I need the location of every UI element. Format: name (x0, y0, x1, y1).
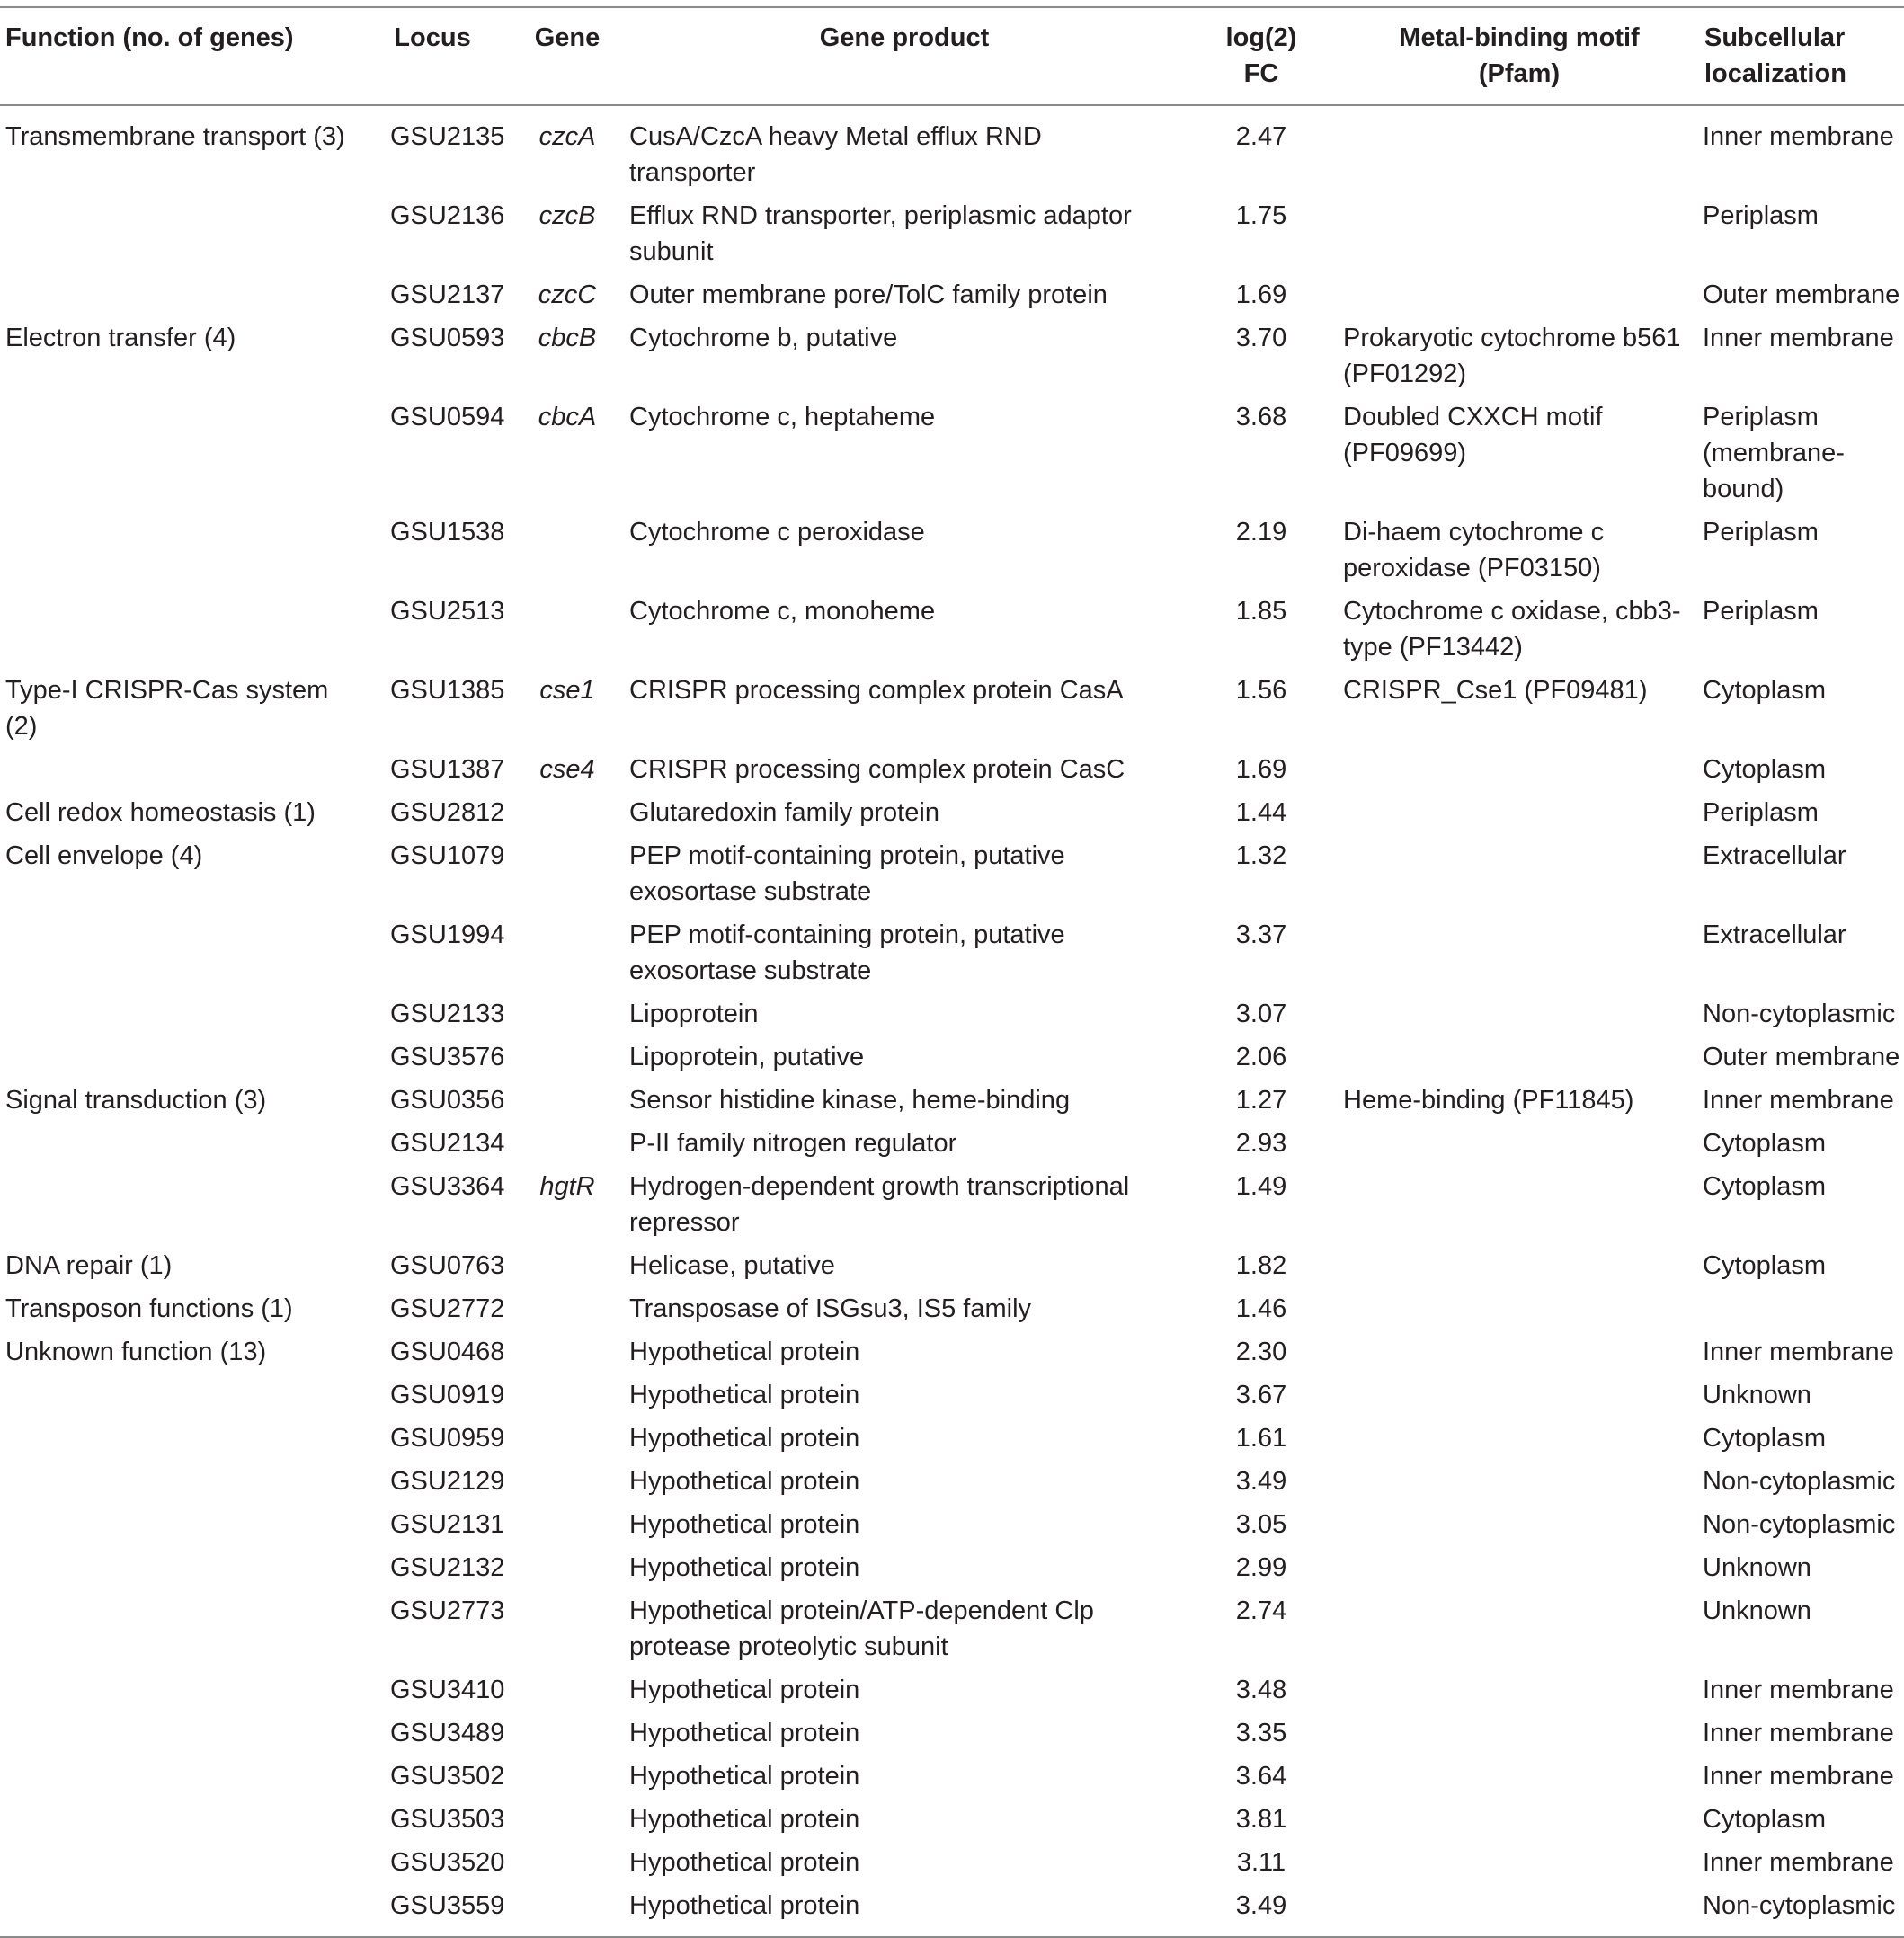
function-cell: Unknown function (13) (5, 1338, 267, 1366)
gene-cell (509, 1798, 626, 1841)
gene-cell (509, 834, 626, 913)
function-cell (0, 1884, 356, 1927)
locus-cell: GSU2812 (390, 798, 505, 827)
function-cell (0, 273, 356, 316)
metal-binding-motif-cell (1339, 1165, 1699, 1244)
table-row (0, 1503, 1904, 1546)
gene-product-cell: Helicase, putative (629, 1251, 835, 1280)
locus-cell: GSU0468 (390, 1338, 505, 1366)
table-row (0, 590, 1904, 669)
fold-change-cell: 2.74 (1235, 1596, 1287, 1625)
table-row (0, 1036, 1904, 1079)
header-fold-change-line1: log(2) (1225, 23, 1297, 52)
locus-cell: GSU0919 (390, 1381, 505, 1409)
gene-product-cell: Hypothetical protein (629, 1805, 860, 1834)
table-container (0, 6, 1904, 1938)
fold-change-cell: 3.64 (1235, 1762, 1287, 1791)
function-cell: Cell redox homeostasis (1) (5, 798, 316, 827)
header-localization-line2: localization (1704, 59, 1846, 88)
locus-cell: GSU2136 (390, 201, 505, 230)
fold-change-cell: 1.46 (1235, 1294, 1287, 1323)
localization-cell: Inner membrane (1703, 1848, 1894, 1877)
metal-binding-motif-cell (1339, 913, 1699, 992)
localization-cell: Unknown (1703, 1596, 1811, 1625)
table-row (0, 1330, 1904, 1373)
header-gene-product: Gene product (819, 23, 990, 52)
table-header (0, 7, 1904, 105)
gene-product-cell: Hydrogen-dependent growth transcriptional repressor (629, 1172, 1130, 1237)
gene-product-cell: Hypothetical protein/ATP-dependent Clp protease proteolytic subunit (629, 1596, 1094, 1661)
gene-cell (509, 1330, 626, 1373)
localization-cell: Non-cytoplasmic (1703, 1000, 1896, 1028)
gene-cell (509, 913, 626, 992)
gene-table (0, 6, 1904, 1938)
function-cell (0, 1668, 356, 1711)
function-cell (0, 194, 356, 273)
localization-cell: Unknown (1703, 1381, 1811, 1409)
gene-cell (509, 1122, 626, 1165)
localization-cell: Non-cytoplasmic (1703, 1891, 1896, 1920)
localization-cell: Inner membrane (1703, 324, 1894, 352)
metal-binding-motif-cell (1339, 115, 1699, 194)
table-row (0, 1287, 1904, 1330)
function-cell (0, 1417, 356, 1460)
table-row (0, 913, 1904, 992)
gene-cell (509, 1373, 626, 1417)
localization-cell: Outer membrane (1703, 280, 1900, 309)
gene-product-cell: Hypothetical protein (629, 1848, 860, 1877)
metal-binding-motif-cell (1339, 1755, 1699, 1798)
header-locus: Locus (394, 23, 471, 52)
function-cell (0, 590, 356, 669)
gene-product-cell: Hypothetical protein (629, 1762, 860, 1791)
gene-cell (509, 1546, 626, 1589)
locus-cell: GSU3576 (390, 1043, 505, 1071)
gene-product-cell: Hypothetical protein (629, 1553, 860, 1582)
metal-binding-motif-cell (1339, 748, 1699, 791)
header-function: Function (no. of genes) (5, 23, 294, 52)
metal-binding-motif-cell (1339, 1122, 1699, 1165)
gene-cell (509, 1244, 626, 1287)
gene-product-cell: PEP motif-containing protein, putative exosortase substrate (629, 841, 1065, 906)
gene-cell (509, 1503, 626, 1546)
metal-binding-motif-cell (1339, 273, 1699, 316)
gene-product-cell: CusA/CzcA heavy Metal efflux RND transporter (629, 122, 1042, 187)
function-cell (0, 1589, 356, 1668)
spacer-cell (0, 1927, 1904, 1937)
header-fold-change-line2: FC (1243, 59, 1279, 88)
gene-cell (509, 590, 626, 669)
metal-binding-motif-cell (1339, 1036, 1699, 1079)
table-row (0, 396, 1904, 511)
table-row (0, 1244, 1904, 1287)
locus-cell: GSU1387 (390, 755, 505, 784)
header-metal-binding-motif (1339, 7, 1699, 105)
gene-cell (509, 1755, 626, 1798)
localization-cell: Periplasm (1703, 597, 1819, 626)
header-motif-line1: Metal-binding motif (1399, 23, 1640, 52)
fold-change-cell: 1.75 (1235, 201, 1287, 230)
locus-cell: GSU2513 (390, 597, 505, 626)
function-cell (0, 992, 356, 1036)
table-row (0, 194, 1904, 273)
function-cell (0, 1165, 356, 1244)
locus-cell: GSU0593 (390, 324, 505, 352)
gene-product-cell: Cytochrome c, heptaheme (629, 403, 936, 431)
locus-cell: GSU2772 (390, 1294, 505, 1323)
metal-binding-motif-cell (1339, 1287, 1699, 1330)
gene-product-cell: Lipoprotein, putative (629, 1043, 865, 1071)
locus-cell: GSU0356 (390, 1086, 505, 1115)
table-row (0, 1460, 1904, 1503)
gene-cell (509, 1079, 626, 1122)
localization-cell: Cytoplasm (1703, 1251, 1826, 1280)
fold-change-cell: 2.93 (1235, 1129, 1287, 1158)
localization-cell: Cytoplasm (1703, 755, 1826, 784)
table-row (0, 1122, 1904, 1165)
fold-change-cell: 2.47 (1235, 122, 1287, 151)
function-cell (0, 1503, 356, 1546)
metal-binding-motif-cell (1339, 1884, 1699, 1927)
function-cell (0, 913, 356, 992)
locus-cell: GSU2137 (390, 280, 505, 309)
metal-binding-motif-cell: CRISPR_Cse1 (PF09481) (1343, 676, 1648, 705)
locus-cell: GSU1994 (390, 920, 505, 949)
gene-product-cell: Hypothetical protein (629, 1676, 860, 1704)
fold-change-cell: 1.49 (1235, 1172, 1287, 1201)
fold-change-cell: 2.06 (1235, 1043, 1287, 1071)
gene-product-cell: Hypothetical protein (629, 1424, 860, 1453)
function-cell: Transposon functions (1) (5, 1294, 293, 1323)
locus-cell: GSU3364 (390, 1172, 505, 1201)
function-cell (0, 1798, 356, 1841)
function-cell: Transmembrane transport (3) (5, 122, 345, 151)
metal-binding-motif-cell (1339, 1546, 1699, 1589)
gene-product-cell: Sensor histidine kinase, heme-binding (629, 1086, 1071, 1115)
fold-change-cell: 1.27 (1235, 1086, 1287, 1115)
fold-change-cell: 1.32 (1235, 841, 1287, 870)
function-cell (0, 1841, 356, 1884)
locus-cell: GSU3489 (390, 1719, 505, 1747)
locus-cell: GSU1538 (390, 518, 505, 547)
gene-cell: czcB (538, 201, 596, 230)
gene-product-cell: Hypothetical protein (629, 1381, 860, 1409)
metal-binding-motif-cell (1339, 1373, 1699, 1417)
gene-cell (509, 791, 626, 834)
gene-cell (509, 511, 626, 590)
table-row (0, 273, 1904, 316)
function-cell (0, 1122, 356, 1165)
gene-product-cell: Glutaredoxin family protein (629, 798, 939, 827)
metal-binding-motif-cell (1339, 1711, 1699, 1755)
function-cell: Electron transfer (4) (5, 324, 236, 352)
localization-cell: Inner membrane (1703, 1338, 1894, 1366)
gene-product-cell: Cytochrome b, putative (629, 324, 898, 352)
localization-cell: Cytoplasm (1703, 1172, 1826, 1201)
function-cell (0, 1546, 356, 1589)
header-localization-line1: Subcellular (1704, 23, 1846, 52)
table-row (0, 1079, 1904, 1122)
gene-product-cell: Efflux RND transporter, periplasmic adaptor subunit (629, 201, 1132, 266)
function-cell (0, 748, 356, 791)
localization-cell: Periplasm (membrane-bound) (1703, 403, 1845, 503)
locus-cell: GSU2773 (390, 1596, 505, 1625)
gene-cell (509, 1417, 626, 1460)
locus-cell: GSU3410 (390, 1676, 505, 1704)
locus-cell: GSU3520 (390, 1848, 505, 1877)
localization-cell: Cytoplasm (1703, 676, 1826, 705)
gene-product-cell: Hypothetical protein (629, 1467, 860, 1496)
localization-cell: Non-cytoplasmic (1703, 1510, 1896, 1539)
locus-cell: GSU2132 (390, 1553, 505, 1582)
spacer-row (0, 105, 1904, 115)
metal-binding-motif-cell (1339, 1668, 1699, 1711)
gene-product-cell: Cytochrome c peroxidase (629, 518, 925, 547)
table-row (0, 1711, 1904, 1755)
spacer-row (0, 1927, 1904, 1937)
table-row (0, 791, 1904, 834)
gene-cell (509, 1287, 626, 1330)
locus-cell: GSU0959 (390, 1424, 505, 1453)
function-cell: Type-I CRISPR-Cas system (2) (5, 676, 329, 741)
gene-cell (509, 992, 626, 1036)
localization-cell: Cytoplasm (1703, 1805, 1826, 1834)
table-row (0, 1841, 1904, 1884)
header-gene: Gene (534, 23, 601, 52)
metal-binding-motif-cell: Heme-binding (PF11845) (1343, 1086, 1634, 1115)
locus-cell: GSU2131 (390, 1510, 505, 1539)
metal-binding-motif-cell: Doubled CXXCH motif (PF09699) (1343, 403, 1603, 467)
fold-change-cell: 3.48 (1235, 1676, 1287, 1704)
locus-cell: GSU2129 (390, 1467, 505, 1496)
fold-change-cell: 2.19 (1235, 518, 1287, 547)
function-cell (0, 1460, 356, 1503)
localization-cell: Inner membrane (1703, 1086, 1894, 1115)
gene-cell: hgtR (539, 1172, 595, 1201)
table-row (0, 115, 1904, 194)
fold-change-cell: 3.05 (1235, 1510, 1287, 1539)
fold-change-cell: 2.30 (1235, 1338, 1287, 1366)
locus-cell: GSU3559 (390, 1891, 505, 1920)
localization-cell: Outer membrane (1703, 1043, 1900, 1071)
locus-cell: GSU0594 (390, 403, 505, 431)
fold-change-cell: 1.69 (1235, 755, 1287, 784)
locus-cell: GSU3503 (390, 1805, 505, 1834)
table-row (0, 669, 1904, 748)
metal-binding-motif-cell (1339, 1841, 1699, 1884)
gene-cell (509, 1589, 626, 1668)
metal-binding-motif-cell: Prokaryotic cytochrome b561 (PF01292) (1343, 324, 1681, 388)
gene-cell (509, 1668, 626, 1711)
locus-cell: GSU2133 (390, 1000, 505, 1028)
function-cell: DNA repair (1) (5, 1251, 173, 1280)
table-row (0, 1884, 1904, 1927)
locus-cell: GSU2134 (390, 1129, 505, 1158)
function-cell: Signal transduction (3) (5, 1086, 267, 1115)
gene-cell (509, 1460, 626, 1503)
metal-binding-motif-cell: Di-haem cytochrome c peroxidase (PF03150) (1343, 518, 1605, 582)
localization-cell: Cytoplasm (1703, 1424, 1826, 1453)
gene-cell: cbcA (538, 403, 597, 431)
gene-product-cell: PEP motif-containing protein, putative exosortase substrate (629, 920, 1065, 985)
table-body (0, 105, 1904, 1937)
header-motif-line2: (Pfam) (1478, 59, 1561, 88)
metal-binding-motif-cell (1339, 1417, 1699, 1460)
table-row (0, 1589, 1904, 1668)
table-row (0, 1546, 1904, 1589)
localization-cell: Inner membrane (1703, 1676, 1894, 1704)
gene-product-cell: Hypothetical protein (629, 1891, 860, 1920)
fold-change-cell: 1.56 (1235, 676, 1287, 705)
fold-change-cell: 3.68 (1235, 403, 1287, 431)
metal-binding-motif-cell (1339, 1503, 1699, 1546)
fold-change-cell: 1.44 (1235, 798, 1287, 827)
gene-product-cell: Transposase of ISGsu3, IS5 family (629, 1294, 1032, 1323)
metal-binding-motif-cell: Cytochrome c oxidase, cbb3-type (PF13442) (1343, 597, 1681, 662)
gene-product-cell: CRISPR processing complex protein CasA (629, 676, 1124, 705)
table-row (0, 1668, 1904, 1711)
localization-cell: Non-cytoplasmic (1703, 1467, 1896, 1496)
locus-cell: GSU3502 (390, 1762, 505, 1791)
table-row (0, 748, 1904, 791)
fold-change-cell: 2.99 (1235, 1553, 1287, 1582)
function-cell (0, 1755, 356, 1798)
metal-binding-motif-cell (1339, 1798, 1699, 1841)
gene-cell (509, 1036, 626, 1079)
locus-cell: GSU0763 (390, 1251, 505, 1280)
gene-product-cell: Hypothetical protein (629, 1338, 860, 1366)
localization-cell: Unknown (1703, 1553, 1811, 1582)
fold-change-cell: 3.67 (1235, 1381, 1287, 1409)
function-cell (0, 1711, 356, 1755)
locus-cell: GSU1079 (390, 841, 505, 870)
gene-product-cell: Outer membrane pore/TolC family protein (629, 280, 1108, 309)
gene-cell (509, 1841, 626, 1884)
fold-change-cell: 3.49 (1235, 1467, 1287, 1496)
fold-change-cell: 3.81 (1235, 1805, 1287, 1834)
localization-cell: Inner membrane (1703, 1762, 1894, 1791)
gene-cell: cbcB (538, 324, 597, 352)
fold-change-cell: 3.49 (1235, 1891, 1287, 1920)
fold-change-cell: 3.11 (1236, 1848, 1286, 1877)
fold-change-cell: 3.07 (1235, 1000, 1287, 1028)
localization-cell (1699, 1287, 1904, 1330)
table-row (0, 1165, 1904, 1244)
table-row (0, 1417, 1904, 1460)
localization-cell: Extracellular (1703, 841, 1846, 870)
fold-change-cell: 3.70 (1235, 324, 1287, 352)
gene-product-cell: Hypothetical protein (629, 1719, 860, 1747)
function-cell (0, 1373, 356, 1417)
table-row (0, 1373, 1904, 1417)
localization-cell: Cytoplasm (1703, 1129, 1826, 1158)
metal-binding-motif-cell (1339, 1244, 1699, 1287)
metal-binding-motif-cell (1339, 1330, 1699, 1373)
fold-change-cell: 3.35 (1235, 1719, 1287, 1747)
gene-product-cell: Hypothetical protein (629, 1510, 860, 1539)
locus-cell: GSU2135 (390, 122, 505, 151)
gene-product-cell: P-II family nitrogen regulator (629, 1129, 957, 1158)
fold-change-cell: 1.69 (1235, 280, 1287, 309)
gene-product-cell: Lipoprotein (629, 1000, 759, 1028)
gene-product-cell: Cytochrome c, monoheme (629, 597, 936, 626)
gene-cell: czcC (538, 280, 597, 309)
metal-binding-motif-cell (1339, 791, 1699, 834)
localization-cell: Inner membrane (1703, 122, 1894, 151)
gene-cell (509, 1884, 626, 1927)
table-row (0, 834, 1904, 913)
gene-cell (509, 1711, 626, 1755)
localization-cell: Periplasm (1703, 201, 1819, 230)
function-cell (0, 511, 356, 590)
localization-cell: Inner membrane (1703, 1719, 1894, 1747)
gene-product-cell: CRISPR processing complex protein CasC (629, 755, 1125, 784)
gene-cell: czcA (538, 122, 596, 151)
metal-binding-motif-cell (1339, 1589, 1699, 1668)
table-row (0, 1798, 1904, 1841)
locus-cell: GSU1385 (390, 676, 505, 705)
gene-cell: cse4 (539, 755, 595, 784)
gene-cell: cse1 (539, 676, 595, 705)
header-row (0, 7, 1904, 105)
header-fold-change (1183, 7, 1339, 105)
table-row (0, 1755, 1904, 1798)
table-row (0, 992, 1904, 1036)
metal-binding-motif-cell (1339, 992, 1699, 1036)
function-cell: Cell envelope (4) (5, 841, 203, 870)
spacer-cell (0, 105, 1904, 115)
table-row (0, 316, 1904, 396)
localization-cell: Periplasm (1703, 518, 1819, 547)
fold-change-cell: 1.61 (1235, 1424, 1287, 1453)
function-cell (0, 396, 356, 511)
metal-binding-motif-cell (1339, 194, 1699, 273)
function-cell (0, 1036, 356, 1079)
metal-binding-motif-cell (1339, 834, 1699, 913)
header-subcellular-localization (1699, 7, 1904, 105)
fold-change-cell: 1.85 (1235, 597, 1287, 626)
localization-cell: Periplasm (1703, 798, 1819, 827)
metal-binding-motif-cell (1339, 1460, 1699, 1503)
localization-cell: Extracellular (1703, 920, 1846, 949)
fold-change-cell: 3.37 (1235, 920, 1287, 949)
fold-change-cell: 1.82 (1235, 1251, 1287, 1280)
table-row (0, 511, 1904, 590)
